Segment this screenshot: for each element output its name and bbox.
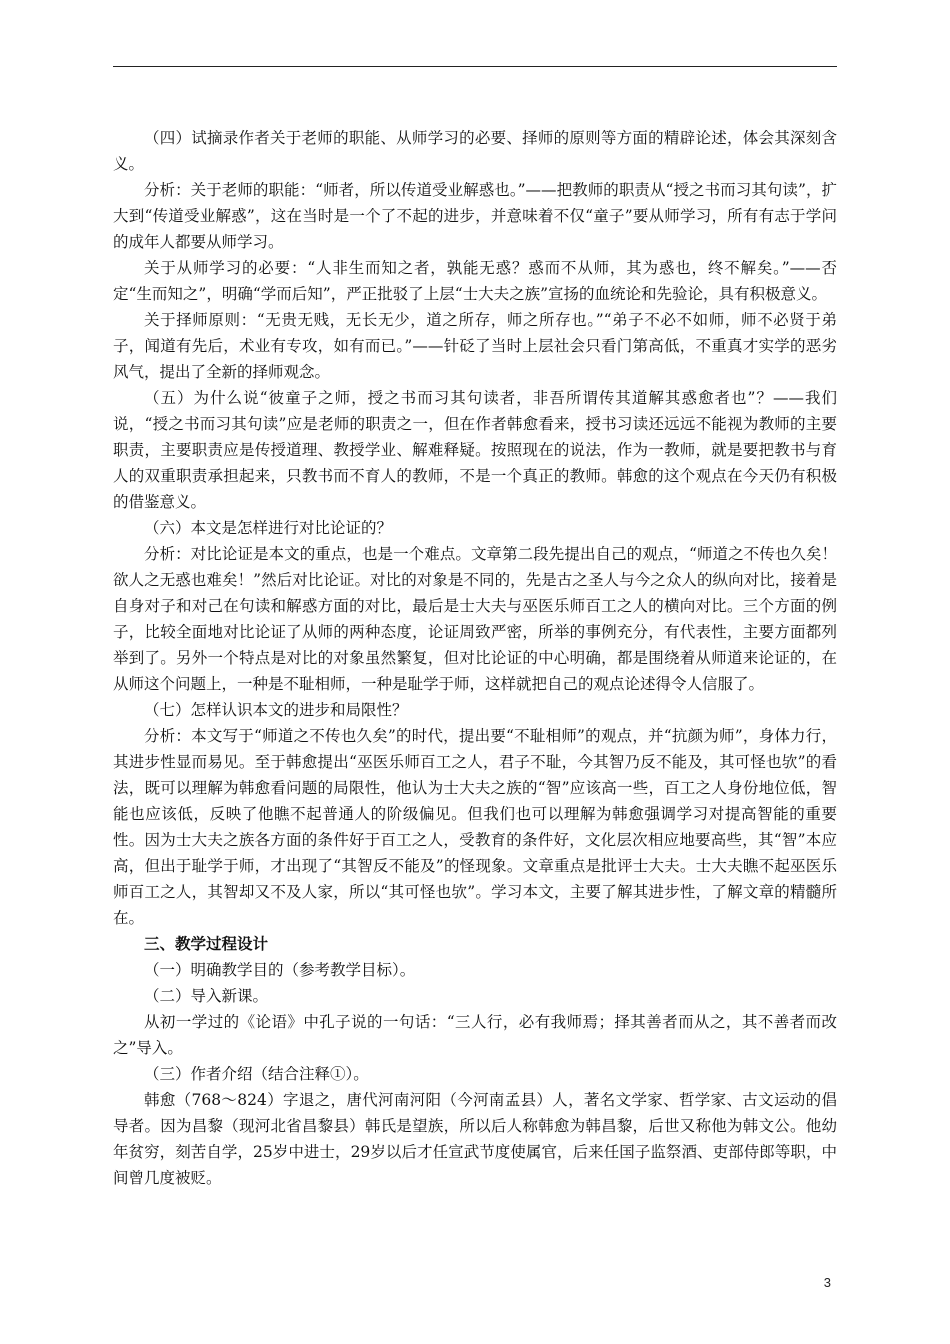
document-body: [113, 125, 837, 1191]
paragraph-teacher-selection: 关于择师原则：“无贵无贱，无长无少，道之所存，师之所存也。”“弟子不必不如师，师不必贤于弟子，闻道有先后，术业有专攻，如有而已。”——针砭了当时上层社会只看门第高低，不重真才实学的恶劣风气，提出了全新的择师观念。: [113, 311, 837, 381]
section-heading: 三、教学过程设计: [144, 934, 269, 953]
paragraph-introduction: 从初一学过的《论语》中孔子说的一句话：“三人行，必有我师焉；择其善者而从之，其不善者而改之”导入。: [113, 1013, 837, 1057]
paragraph-step-2: （二）导入新课。: [144, 987, 269, 1005]
paragraph-analysis-contrast: 分析：对比论证是本文的重点，也是一个难点。文章第二段先提出自己的观点，“师道之不传也久矣！欲人之无惑也难矣！”然后对比论证。对比的对象是不同的，先是古之圣人与今之众人的纵向对比，接着是自身对子和对己在句读和解惑方面的对比，最后是士大夫与巫医乐师百工之人的横向对比。三个方面的例子，比较全面地对比论证了从师的两种态度，论证周致严密，所举的事例充分，有代表性，主要方面都列举到了。另外一个特点是对比的对象虽然繁复，但对比论证的中心明确，都是围绕着从师道来论证的，在从师这个问题上，一种是不耻相师，一种是耻学于师，这样就把自己的观点论述得令人信服了。: [113, 545, 837, 693]
header-rule: [113, 66, 837, 67]
paragraph-question-6: （六）本文是怎样进行对比论证的？: [144, 519, 393, 537]
paragraph-question-5: （五）为什么说“彼童子之师，授之书而习其句读者，非吾所谓传其道解其惑愈者也”？——我们说，“授之书而习其句读”应是老师的职责之一，但在作者韩愈看来，授书习读还远远不能视为教师的主要职责，主要职责应是传授道理、教授学业、解难释疑。按照现在的说法，作为一教师，就是要把教书与育人的双重职责承担起来，只教书而不育人的教师，不是一个真正的教师。韩愈的这个观点在今天仍有积极的借鉴意义。: [113, 389, 837, 511]
paragraph-step-1: （一）明确教学目的（参考教学目标）。: [144, 961, 416, 979]
paragraph-author-bio: 韩愈（768～824）字退之，唐代河南河阳（今河南孟县）人，著名文学家、哲学家、古文运动的倡导者。因为昌黎（现河北省昌黎县）韩氏是望族，所以后人称韩愈为韩昌黎，后世又称他为韩文公。他幼年贫穷，刻苦自学，25岁中进士，29岁以后才任宣武节度使属官，后来任国子监祭酒、吏部侍郎等职，中间曾几度被贬。: [113, 1091, 837, 1187]
paragraph-analysis-progress: 分析：本文写于“师道之不传也久矣”的时代，提出要“不耻相师”的观点，并“抗颜为师”，身体力行，其进步性显而易见。至于韩愈提出“巫医乐师百工之人，君子不耻，今其智乃反不能及，其可怪也欤”的看法，既可以理解为韩愈看问题的局限性，他认为士大夫之族的“智”应该高一些，百工之人身份地位低，智能也应该低，反映了他瞧不起普通人的阶级偏见。但我们也可以理解为韩愈强调学习对提高智能的重要性。因为士大夫之族各方面的条件好于百工之人，受教育的条件好，文化层次相应地要高些，其“智”本应高，但出于耻学于师，才出现了“其智反不能及”的怪现象。文章重点是批评士大夫。士大夫瞧不起巫医乐师百工之人，其智却又不及人家，所以“其可怪也欤”。学习本文，主要了解其进步性，了解文章的精髓所在。: [113, 727, 837, 927]
paragraph-analysis-teacher-role: 分析：关于老师的职能：“师者，所以传道受业解惑也。”——把教师的职责从“授之书而习其句读”，扩大到“传道受业解惑”，这在当时是一个了不起的进步，并意味着不仅“童子”要从师学习，所有有志于学问的成年人都要从师学习。: [113, 181, 837, 251]
paragraph-necessity-of-learning: 关于从师学习的必要：“人非生而知之者，孰能无惑？惑而不从师，其为惑也，终不解矣。”——否定“生而知之”，明确“学而后知”，严正批驳了上层“士大夫之族”宣扬的血统论和先验论，具有积极意义。: [113, 259, 837, 303]
paragraph-question-7: （七）怎样认识本文的进步和局限性？: [144, 701, 408, 719]
page-number: 3: [823, 1275, 831, 1290]
paragraph-step-3: （三）作者介绍（结合注释①）。: [144, 1065, 369, 1083]
paragraph-question-4: （四）试摘录作者关于老师的职能、从师学习的必要、择师的原则等方面的精辟论述，体会其深刻含义。: [113, 129, 837, 173]
